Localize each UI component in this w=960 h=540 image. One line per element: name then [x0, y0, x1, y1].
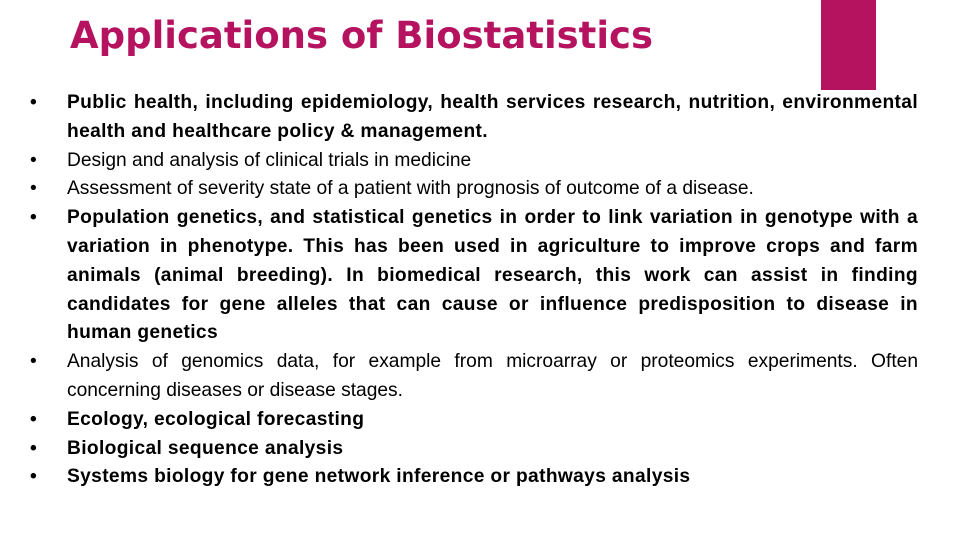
bullet-icon: •: [30, 149, 37, 171]
bullet-icon: •: [30, 351, 37, 373]
bullet-icon: •: [30, 437, 38, 459]
bullet-icon: •: [30, 466, 38, 488]
bullet-item: [30, 175, 918, 204]
bullet-text: Systems biology for gene network inference or pathways analysis: [67, 466, 691, 488]
bullet-text: Population genetics, and statistical genetics in order to link variation in genotype with a variation in phenotype. This has been used in agriculture to improve crops and farm animals (animal breeding). In biomedical research, this work can assist in finding candidates for gene alleles that can cause or influence predisposition to disease in human genetics: [67, 207, 918, 344]
bullet-icon: •: [30, 92, 38, 113]
bullet-text: Analysis of genomics data, for example from microarray or proteomics experiments. Often concerning diseases or disease stages.: [67, 351, 918, 401]
bullet-item: [30, 89, 918, 147]
slide-title: Applications of Biostatistics: [70, 14, 654, 57]
bullet-text: Design and analysis of clinical trials in medicine: [67, 149, 472, 171]
bullet-icon: •: [30, 408, 38, 430]
bullet-text: Public health, including epidemiology, health services research, nutrition, environmental health and healthcare policy & management.: [67, 92, 918, 142]
bullet-item: [30, 348, 918, 406]
bullet-text: Biological sequence analysis: [67, 437, 344, 459]
bullet-item: [30, 463, 918, 492]
bullet-item: [30, 147, 918, 176]
bullet-text: Ecology, ecological forecasting: [67, 408, 365, 430]
bullet-item: [30, 204, 918, 348]
bullet-item: [30, 406, 918, 435]
bullet-item: [30, 435, 918, 464]
bullet-icon: •: [30, 207, 38, 229]
bullet-icon: •: [30, 178, 37, 200]
bullet-text: Assessment of severity state of a patient with prognosis of outcome of a disease.: [67, 178, 754, 200]
accent-bar: [821, 0, 876, 90]
bullet-list: [30, 89, 918, 492]
